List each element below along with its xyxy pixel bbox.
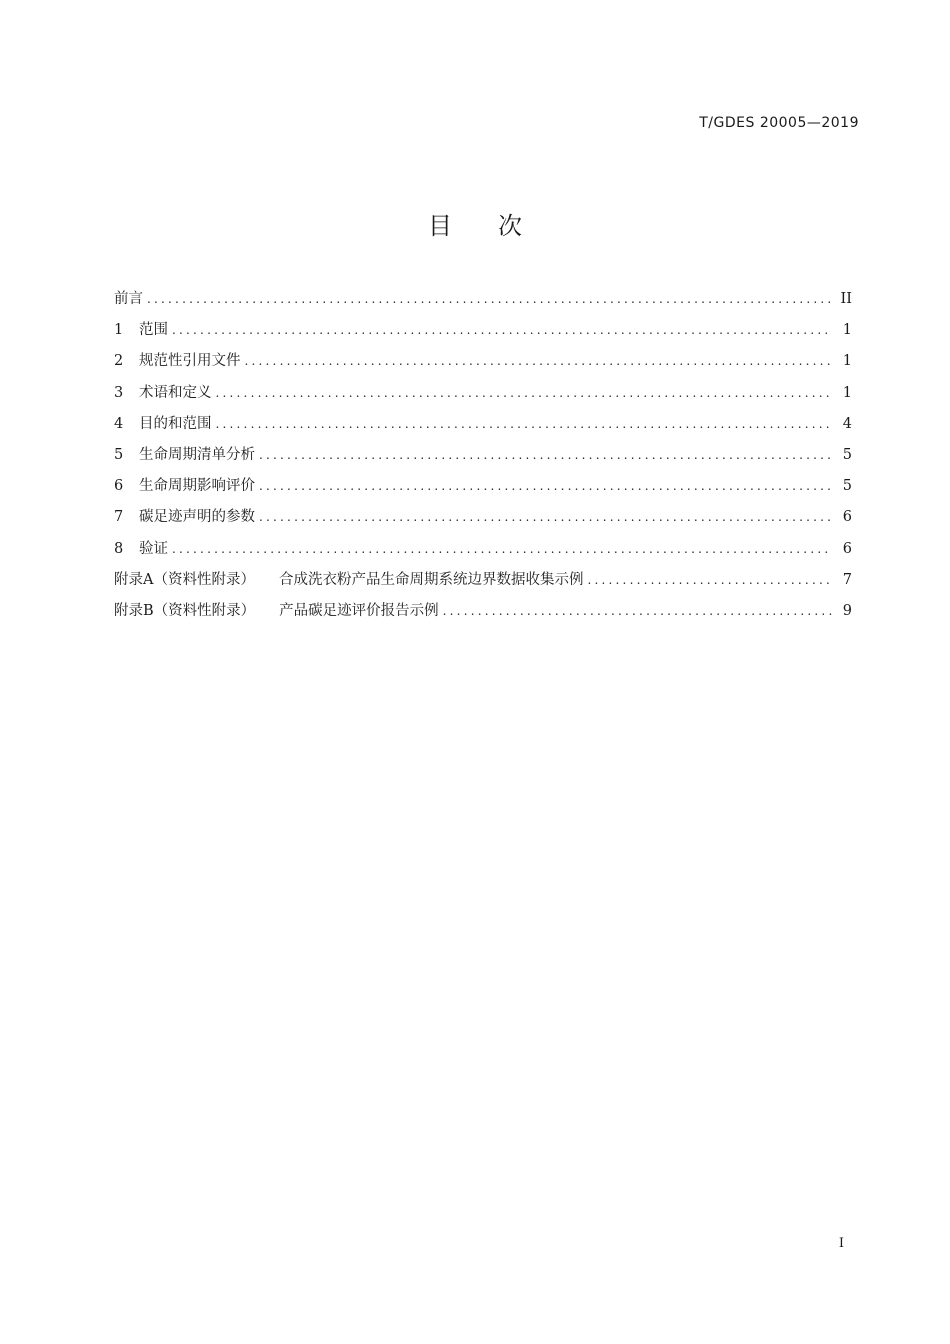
toc-entry-label: 目的和范围 bbox=[139, 415, 212, 432]
toc-entry-label: 前言 bbox=[114, 291, 143, 307]
toc-entry-page: 1 bbox=[842, 353, 852, 370]
toc-leader-dots bbox=[245, 354, 833, 368]
toc-entry-label: 生命周期清单分析 bbox=[139, 446, 255, 463]
toc-leader-dots bbox=[259, 479, 832, 493]
toc-leader-dots bbox=[587, 573, 832, 587]
toc-entry-page: 9 bbox=[842, 602, 852, 619]
toc-entry-appendix-b[interactable] bbox=[114, 599, 852, 630]
toc-entry-subtitle: 产品碳足迹评价报告示例 bbox=[279, 602, 439, 619]
toc-entry-2[interactable] bbox=[114, 349, 852, 380]
toc-entry-page: 5 bbox=[842, 446, 852, 463]
toc-entry-label: 规范性引用文件 bbox=[139, 353, 241, 370]
toc-entry-preface[interactable] bbox=[114, 287, 852, 318]
toc-entry-4[interactable] bbox=[114, 412, 852, 443]
page-number: I bbox=[838, 1236, 844, 1251]
toc-leader-dots bbox=[172, 323, 832, 337]
toc-entry-7[interactable] bbox=[114, 505, 852, 536]
toc-entry-number: 6 bbox=[114, 478, 124, 495]
toc-entry-label: 术语和定义 bbox=[139, 384, 212, 401]
toc-entry-page: 7 bbox=[842, 571, 852, 588]
toc-entry-page: 6 bbox=[842, 509, 852, 526]
toc-entry-page: 6 bbox=[842, 540, 852, 557]
toc-entry-label: 范围 bbox=[139, 322, 168, 339]
toc-leader-dots bbox=[443, 604, 832, 618]
toc-leader-dots bbox=[216, 386, 833, 400]
toc-entry-5[interactable] bbox=[114, 443, 852, 474]
toc-entry-number: 5 bbox=[114, 446, 124, 463]
toc-entry-number: 2 bbox=[114, 353, 124, 370]
toc-entry-8[interactable] bbox=[114, 537, 852, 568]
toc-entry-page: 4 bbox=[842, 415, 852, 432]
toc-entry-label: 碳足迹声明的参数 bbox=[139, 509, 255, 526]
toc-entry-page: 5 bbox=[842, 478, 852, 495]
toc-list bbox=[114, 287, 852, 630]
toc-entry-number: 8 bbox=[114, 540, 124, 557]
toc-entry-page: 1 bbox=[842, 384, 852, 401]
toc-entry-page: II bbox=[840, 291, 852, 307]
toc-leader-dots bbox=[259, 448, 832, 462]
toc-leader-dots bbox=[216, 417, 833, 431]
toc-entry-label: 附录B（资料性附录） bbox=[114, 602, 256, 619]
toc-entry-subtitle: 合成洗衣粉产品生命周期系统边界数据收集示例 bbox=[278, 571, 584, 588]
toc-title: 目次 bbox=[428, 212, 568, 240]
toc-entry-label: 附录A（资料性附录） bbox=[114, 571, 255, 588]
toc-entry-1[interactable] bbox=[114, 318, 852, 349]
toc-entry-number: 3 bbox=[114, 384, 124, 401]
toc-entry-number: 4 bbox=[114, 415, 124, 432]
toc-entry-number: 1 bbox=[114, 322, 124, 339]
toc-leader-dots bbox=[259, 510, 832, 524]
toc-entry-3[interactable] bbox=[114, 381, 852, 412]
toc-entry-appendix-a[interactable] bbox=[114, 568, 852, 599]
toc-leader-dots bbox=[147, 292, 832, 306]
toc-entry-label: 验证 bbox=[139, 540, 168, 557]
document-code: T/GDES 20005—2019 bbox=[699, 115, 859, 131]
toc-entry-number: 7 bbox=[114, 509, 124, 526]
toc-entry-page: 1 bbox=[842, 322, 852, 339]
toc-leader-dots bbox=[172, 542, 832, 556]
toc-entry-6[interactable] bbox=[114, 474, 852, 505]
toc-entry-label: 生命周期影响评价 bbox=[139, 478, 255, 495]
